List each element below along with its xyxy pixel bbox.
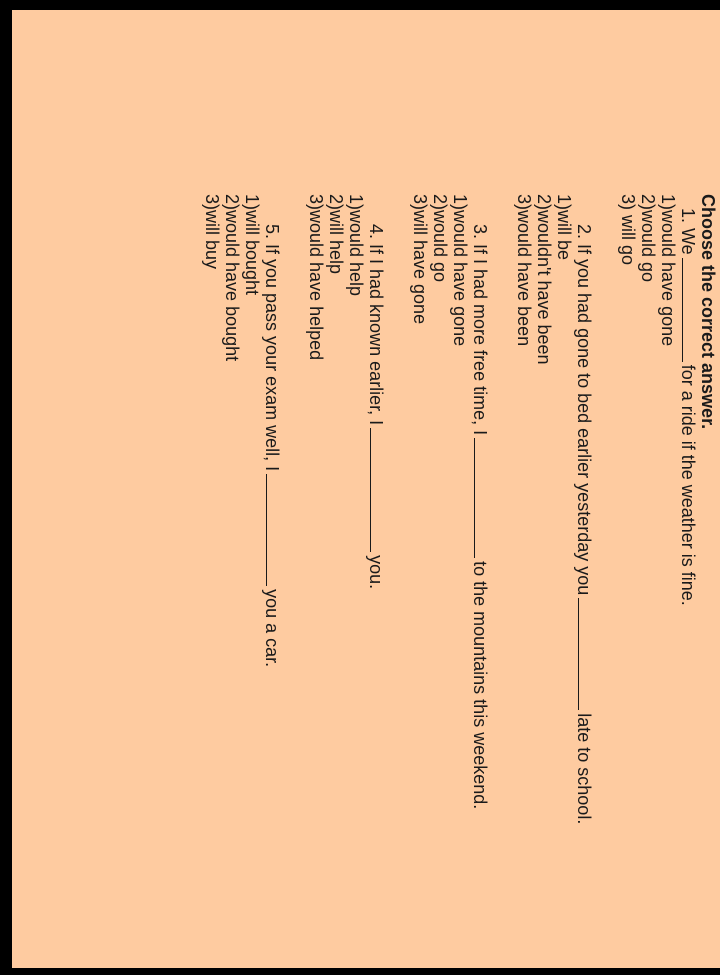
option-1[interactable]: 1)would have gone bbox=[450, 194, 470, 347]
question-2-text-before: 2. If you had gone to bed earlier yesterday you bbox=[574, 224, 594, 596]
option-3[interactable]: 3)would have helped bbox=[306, 194, 326, 361]
question-1-prompt bbox=[678, 194, 698, 954]
question-4-text-after: you. bbox=[366, 555, 386, 590]
option-1[interactable]: 1)would have gone bbox=[658, 194, 678, 347]
question-3-text-after: to the mountains this weekend. bbox=[470, 561, 490, 810]
option-2[interactable]: 2)wouldn't have been bbox=[534, 194, 554, 365]
question-3 bbox=[410, 194, 490, 954]
question-4-prompt bbox=[366, 194, 386, 954]
question-3-prompt bbox=[470, 194, 490, 954]
answer-blank[interactable] bbox=[578, 598, 593, 710]
option-3[interactable]: 3) will go bbox=[618, 194, 638, 266]
worksheet-heading: Choose the correct answer. bbox=[698, 194, 718, 430]
worksheet-content bbox=[108, 194, 718, 954]
question-4-text-before: 4. If I had known earlier, I bbox=[366, 224, 386, 426]
question-2-text-after: late to school. bbox=[574, 713, 594, 825]
question-3-text-before: 3. If I had more free time, I bbox=[470, 224, 490, 436]
worksheet-page bbox=[12, 10, 720, 968]
option-3[interactable]: 3)would have been bbox=[514, 194, 534, 347]
option-1[interactable]: 1)would help bbox=[346, 194, 366, 297]
question-1-text-before: 1. We bbox=[678, 208, 698, 255]
bottom-border bbox=[0, 968, 720, 975]
option-2[interactable]: 2)would go bbox=[638, 194, 658, 283]
option-1[interactable]: 1)will bought bbox=[242, 194, 262, 296]
question-5 bbox=[202, 194, 282, 954]
question-5-text-before: 5. If you pass your exam well, I bbox=[262, 224, 282, 472]
option-3[interactable]: 3)will have gone bbox=[410, 194, 430, 325]
option-2[interactable]: 2)will help bbox=[326, 194, 346, 275]
answer-blank[interactable] bbox=[370, 428, 385, 552]
option-3[interactable]: 3)will buy bbox=[202, 194, 222, 270]
question-5-text-after: you a car. bbox=[262, 589, 282, 668]
option-1[interactable]: 1)will be bbox=[554, 194, 574, 261]
option-2[interactable]: 2)would go bbox=[430, 194, 450, 283]
option-2[interactable]: 2)would have bought bbox=[222, 194, 242, 362]
question-5-prompt bbox=[262, 194, 282, 954]
question-1-text-after: for a ride if the weather is fine. bbox=[678, 364, 698, 606]
question-2 bbox=[514, 194, 594, 954]
answer-blank[interactable] bbox=[266, 474, 281, 586]
question-2-prompt bbox=[574, 194, 594, 954]
answer-blank[interactable] bbox=[682, 258, 697, 362]
question-1 bbox=[618, 194, 698, 954]
question-4 bbox=[306, 194, 386, 954]
answer-blank[interactable] bbox=[474, 438, 489, 558]
